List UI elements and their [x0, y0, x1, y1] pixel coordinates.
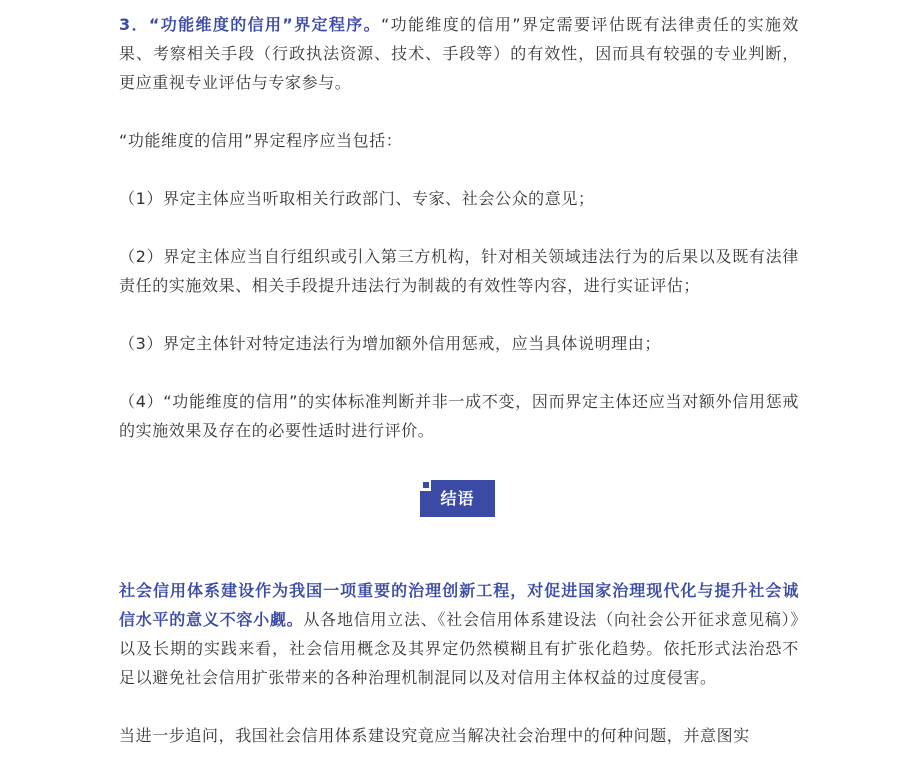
section3-body: “功能维度的信用”界定需要评估既有法律责任的实施效果、考察相关手段（行政执法资源、技术、手段等）的有效性，因而具有较强的专业判断，更应重视专业评估与专家参与。 — [119, 15, 799, 92]
conclusion-heading-wrap — [0, 480, 915, 517]
corner-decoration — [420, 480, 431, 491]
conclusion-body — [119, 576, 799, 750]
conclusion-heading — [420, 480, 495, 517]
last-paragraph: 当进一步追问，我国社会信用体系建设究竟应当解决社会治理中的何种问题，并意图实 — [119, 726, 750, 745]
section3-paragraph — [119, 10, 799, 97]
conclusion-paragraph — [119, 576, 799, 692]
conclusion-heading-label: 结语 — [440, 489, 475, 508]
procedure-item-3: （3）界定主体针对特定违法行为增加额外信用惩戒，应当具体说明理由； — [119, 334, 661, 353]
section3-heading: 3．“功能维度的信用”界定程序。 — [119, 15, 382, 34]
procedure-item-2: （2）界定主体应当自行组织或引入第三方机构，针对相关领域违法行为的后果以及既有法律责任的实施效果、相关手段提升违法行为制裁的有效性等内容，进行实证评估； — [119, 247, 799, 295]
conclusion-highlight: 社会信用体系建设作为我国一项重要的治理创新工程，对促进国家治理现代化与提升社会诚信水平的意义不容小觑。 — [119, 581, 799, 629]
conclusion-text: 从各地信用立法、《社会信用体系建设法（向社会公开征求意见稿）》以及长期的实践来看，社会信用概念及其界定仍然模糊且有扩张化趋势。依托形式法治恐不足以避免社会信用扩张带来的各种治理机制混同以及对信用主体权益的过度侵害。 — [119, 610, 799, 687]
procedure-intro: “功能维度的信用”界定程序应当包括： — [119, 131, 403, 150]
procedure-item-1: （1）界定主体应当听取相关行政部门、专家、社会公众的意见； — [119, 189, 595, 208]
procedure-item-4: （4）“功能维度的信用”的实体标准判断并非一成不变，因而界定主体还应当对额外信用惩戒的实施效果及存在的必要性适时进行评价。 — [119, 392, 799, 440]
article-body — [119, 0, 799, 445]
